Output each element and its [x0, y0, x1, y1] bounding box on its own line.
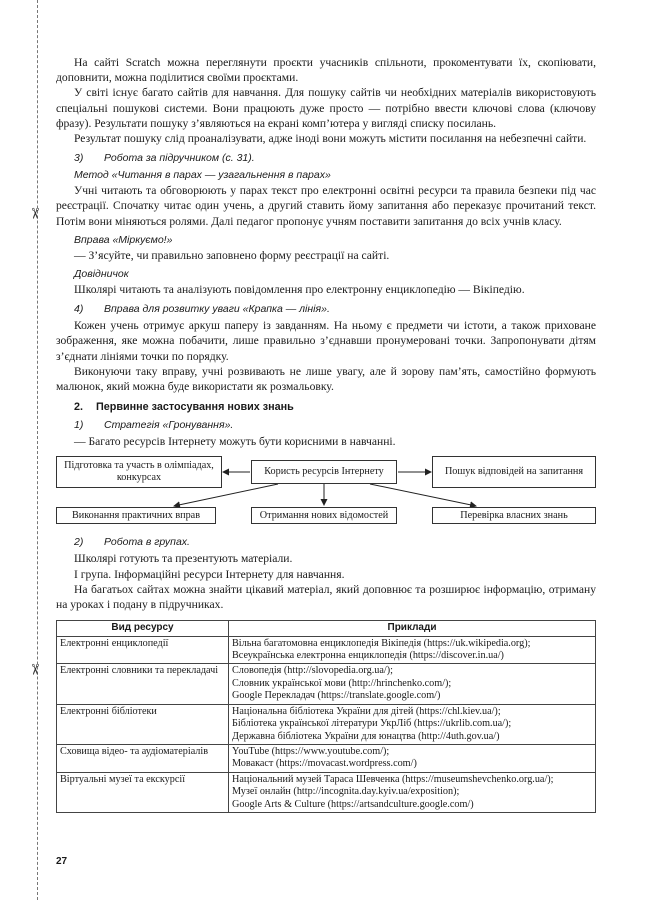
example-item: Google Перекладач (https://translate.google.com/) — [232, 690, 441, 702]
paragraph: Школярі читають та аналізують повідомлення про електронну енциклопедію — Вікіпедію. — [74, 283, 525, 297]
scissors-icon: ✂ — [25, 663, 44, 676]
resource-type: Віртуальні музеї та екскурсії — [57, 772, 229, 812]
example-item: Музеї онлайн (http://incognita.day.kyiv.ua/exposition); — [232, 786, 460, 798]
diagram-box-bottom-mid: Отримання нових відомостей — [251, 507, 397, 524]
paragraph: І група. Інформаційні ресурси Інтернету для навчання. — [74, 567, 345, 581]
method-label: Метод «Читання в парах — узагальнення в парах» — [74, 169, 331, 182]
resource-type: Електронні енциклопедії — [57, 636, 229, 664]
resource-type: Сховища відео- та аудіоматеріалів — [57, 744, 229, 772]
section-title: Стратегія «Гронування». — [104, 419, 234, 432]
paragraph: Школярі готують та презентують матеріали. — [74, 552, 293, 566]
paragraph: Виконуючи таку вправу, учні розвивають не лише увагу, але й зорову пам’ять, самостійно формують малюнок, який можна буде використати як розмальовку. — [56, 364, 596, 394]
resources-table — [56, 620, 596, 813]
section-heading — [74, 536, 596, 548]
paragraph: Результат пошуку слід проаналізувати, адже іноді вони можуть містити посилання на небезпечні сайти. — [74, 132, 587, 146]
table-header: Вид ресурсу — [57, 621, 229, 636]
resource-examples — [229, 744, 596, 772]
diagram-box-bottom-right: Перевірка власних знань — [432, 507, 596, 524]
section-title: Вправа для розвитку уваги «Крапка — лінія». — [104, 303, 330, 316]
section-title: Робота в групах. — [104, 536, 190, 549]
example-item: Вільна багатомовна енциклопедія Вікіпедія (https://uk.wikipedia.org); — [232, 637, 531, 649]
table-row — [57, 664, 596, 704]
example-item: Мовакаст (https://movacast.wordpress.com/) — [232, 758, 417, 770]
diagram-box-left-top: Підготовка та участь в олімпіадах, конкурсах — [56, 456, 222, 488]
paragraph: Учні читають та обговорюють у парах текст про електронні освітні ресурси та правила безпеки під час реєстрації. Спочатку читає один учень, а другий ставить йому запитання або переказує прочитаний текст. Потім вони міняються ролями. Далі педагог пропонує учням поставити запитання до всіх учнів класу. — [56, 184, 596, 228]
cluster-diagram — [56, 455, 596, 530]
diagram-box-bottom-left: Виконання практичних вправ — [56, 507, 216, 524]
table-row — [57, 744, 596, 772]
example-item: Словник української мови (http://hrinchenko.com/); — [232, 677, 452, 689]
section-number: 4) — [74, 303, 84, 316]
example-item: Національна бібліотека України для дітей (https://chl.kiev.ua/); — [232, 705, 501, 717]
resource-examples — [229, 772, 596, 812]
section-heading — [74, 152, 596, 164]
paragraph: — З’ясуйте, чи правильно заповнено форму реєстрації на сайті. — [74, 248, 390, 262]
table-header-row — [57, 621, 596, 636]
example-item: Державна бібліотека України для юнацтва (http://4uth.gov.ua/) — [232, 730, 500, 742]
heading — [74, 401, 596, 413]
example-item: Бібліотека української літератури УкрЛіб (https://ukrlib.com.ua/); — [232, 718, 512, 730]
section-number: 1) — [74, 419, 84, 432]
resource-examples — [229, 664, 596, 704]
example-item: Національний музей Тараса Шевченка (https://museumshevchenko.org.ua/); — [232, 773, 554, 785]
heading-title: Первинне застосування нових знань — [96, 401, 294, 414]
resource-type: Електронні бібліотеки — [57, 704, 229, 744]
table-row — [57, 772, 596, 812]
cut-line — [37, 0, 38, 900]
paragraph: — Багато ресурсів Інтернету можуть бути корисними в навчанні. — [74, 435, 396, 449]
resource-type: Електронні словники та перекладачі — [57, 664, 229, 704]
paragraph: На сайті Scratch можна переглянути проєкти учасників спільноти, прокоментувати їх, скопіювати, доповнити, можна поділитися своїми проєктами. — [56, 56, 596, 85]
example-item: YouTube (https://www.youtube.com/); — [232, 745, 390, 757]
scissors-icon: ✂ — [25, 207, 44, 220]
table-row — [57, 704, 596, 744]
paragraph: У світі існує багато сайтів для навчання. Для пошуку сайтів чи необхідних матеріалів використовують спеціальні пошукові системи. Вони працюють дуже просто — потрібно ввести ключові слова (ключову фразу). Результати пошуку з’являються на екрані комп’ютера у вигляді списку посилань. — [56, 86, 596, 130]
page-number: 27 — [56, 856, 68, 867]
diagram-box-center: Користь ресурсів Інтернету — [251, 460, 397, 484]
section-number: 3) — [74, 152, 84, 165]
diagram-box-right-top: Пошук відповідей на запитання — [432, 456, 596, 488]
paragraph: Кожен учень отримує аркуш паперу із завданням. На ньому є предмети чи істоти, а також приховане зображення, яке можна побачити, лише правильно з’єднавши пронумеровані точки. Запропонувати дітям з’єднати лініями точки по порядку. — [56, 319, 596, 363]
section-title: Робота за підручником (с. 31). — [104, 152, 255, 165]
section-number: 2) — [74, 536, 84, 549]
heading-number: 2. — [74, 401, 84, 414]
resource-examples — [229, 704, 596, 744]
section-heading — [74, 303, 596, 315]
table-header: Приклади — [229, 621, 596, 636]
resource-examples — [229, 636, 596, 664]
example-item: Всеукраїнська електронна енциклопедія (https://discover.in.ua/) — [232, 650, 504, 662]
reference-label: Довідничок — [74, 268, 129, 281]
paragraph: На багатьох сайтах можна знайти цікавий матеріал, який доповнює та розширює інформацію, отриману на уроках і подану в підручниках. — [56, 582, 596, 612]
example-item: Словопедія (http://slovopedia.org.ua/); — [232, 665, 393, 677]
section-heading — [74, 419, 596, 431]
table-row — [57, 636, 596, 664]
exercise-label: Вправа «Міркуємо!» — [74, 233, 173, 246]
example-item: Google Arts & Culture (https://artsandculture.google.com/) — [232, 798, 474, 810]
page-content — [56, 55, 596, 813]
